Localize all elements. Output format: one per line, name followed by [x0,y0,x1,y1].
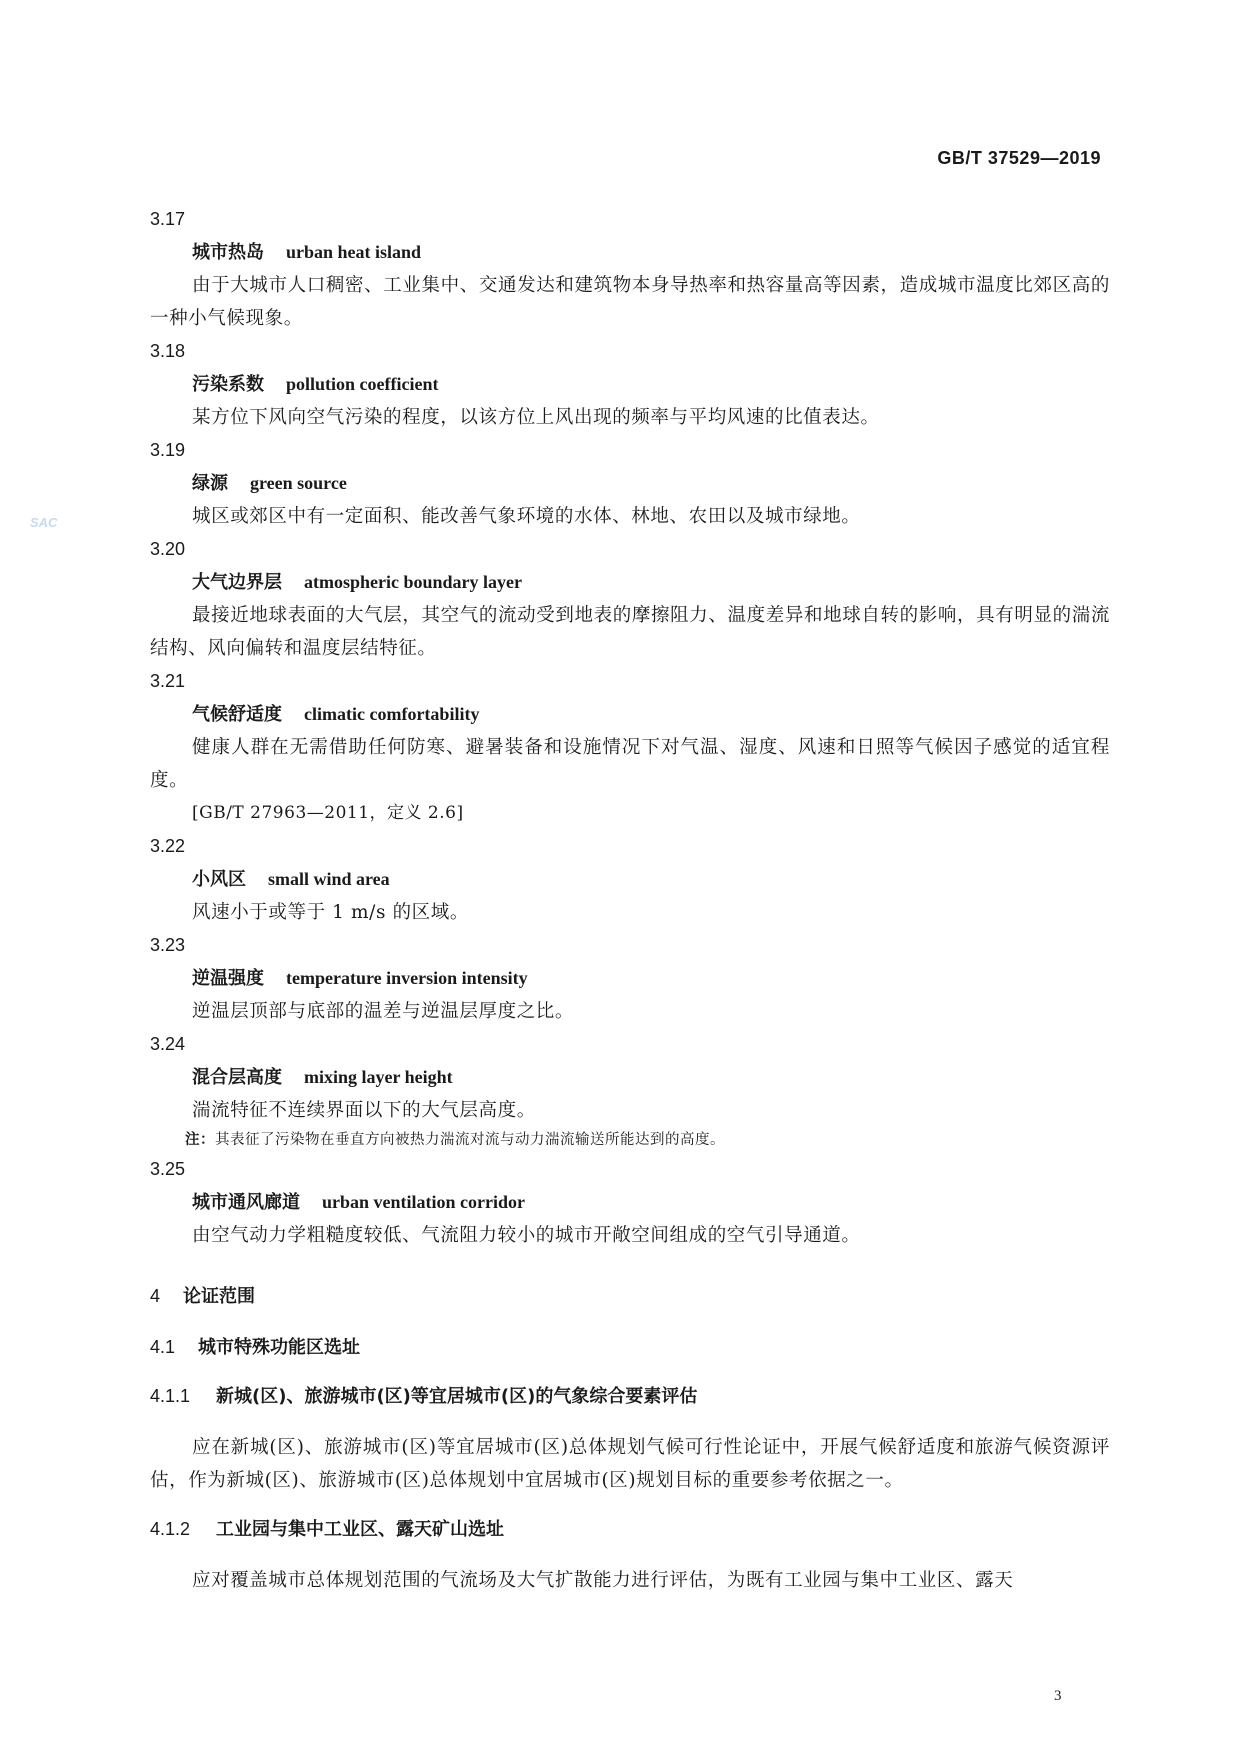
term-source: [GB/T 27963—2011，定义 2.6] [192,803,464,823]
term-number: 3.25 [150,1159,186,1179]
term-entry [150,203,1110,335]
term-entry [150,1028,1110,1153]
note-label: 注： [185,1132,215,1148]
term-title [150,467,1110,500]
subsubsection-heading [150,1380,1110,1413]
term-en: temperature inversion intensity [286,968,528,988]
standard-code: GB/T 37529—2019 [937,148,1101,168]
term-entry [150,434,1110,533]
note-text: 其表征了污染物在垂直方向被热力湍流对流与动力湍流输送所能达到的高度。 [215,1132,725,1148]
term-zh: 城市热岛 [192,242,264,263]
subsubsection-title: 工业园与集中工业区、露天矿山选址 [216,1519,504,1540]
term-zh: 小风区 [192,869,246,890]
term-definition: 逆温层顶部与底部的温差与逆温层厚度之比。 [192,1001,575,1022]
sac-watermark: SAC [30,515,58,530]
term-entry [150,665,1110,830]
subsection-heading [150,1331,1110,1364]
term-title [150,1186,1110,1219]
page-number: 3 [1054,1688,1062,1704]
body-paragraph: 应在新城(区)、旅游城市(区)等宜居城市(区)总体规划气候可行性论证中，开展气候舒适度和旅游气候资源评估，作为新城(区)、旅游城市(区)总体规划中宜居城市(区)规划目标的重要参考依据之一。 [150,1437,1110,1491]
term-definition: 湍流特征不连续界面以下的大气层高度。 [192,1100,536,1121]
term-en: small wind area [268,869,390,889]
term-title [150,962,1110,995]
term-number: 3.23 [150,935,186,955]
term-title [150,368,1110,401]
body-paragraph: 应对覆盖城市总体规划范围的气流场及大气扩散能力进行评估，为既有工业园与集中工业区、露天 [192,1570,1014,1591]
term-zh: 混合层高度 [192,1067,282,1088]
term-title [150,698,1110,731]
term-definition: 最接近地球表面的大气层，其空气的流动受到地表的摩擦阻力、温度差异和地球自转的影响，具有明显的湍流结构、风向偏转和温度层结特征。 [150,605,1110,659]
term-entry [150,1153,1110,1252]
term-entry [150,335,1110,434]
term-number: 3.20 [150,539,186,559]
section-heading [150,1280,1110,1313]
term-number: 3.19 [150,440,186,460]
term-zh: 绿源 [192,473,228,494]
term-definition: 城区或郊区中有一定面积、能改善气象环境的水体、林地、农田以及城市绿地。 [192,506,861,527]
term-definition: 由于大城市人口稠密、工业集中、交通发达和建筑物本身导热率和热容量高等因素，造成城市温度比郊区高的一种小气候现象。 [150,275,1110,329]
subsubsection-number: 4.1.2 [150,1519,191,1539]
term-zh: 大气边界层 [192,572,282,593]
term-definition: 健康人群在无需借助任何防寒、避暑装备和设施情况下对气温、湿度、风速和日照等气候因子感觉的适宜程度。 [150,737,1110,791]
section-number: 4 [150,1286,161,1306]
term-number: 3.18 [150,341,186,361]
term-en: mixing layer height [304,1067,453,1087]
term-en: climatic comfortability [304,704,480,724]
term-zh: 城市通风廊道 [192,1192,300,1213]
document-body [150,203,1110,1597]
term-title [150,236,1110,269]
term-title [150,566,1110,599]
subsubsection-title: 新城(区)、旅游城市(区)等宜居城市(区)的气象综合要素评估 [216,1386,698,1407]
subsubsection-heading [150,1513,1110,1546]
term-definition: 某方位下风向空气污染的程度，以该方位上风出现的频率与平均风速的比值表达。 [192,407,880,428]
term-zh: 污染系数 [192,374,264,395]
term-title [150,1061,1110,1094]
term-number: 3.24 [150,1034,186,1054]
term-definition: 风速小于或等于 1 m/s 的区域。 [192,902,469,923]
subsection-number: 4.1 [150,1337,176,1357]
term-en: pollution coefficient [286,374,439,394]
term-en: urban ventilation corridor [322,1192,525,1212]
term-number: 3.22 [150,836,186,856]
term-entry [150,830,1110,929]
term-note [150,1127,1110,1153]
term-title [150,863,1110,896]
term-en: atmospheric boundary layer [304,572,522,592]
subsection-title: 城市特殊功能区选址 [198,1337,360,1358]
term-zh: 逆温强度 [192,968,264,989]
term-number: 3.21 [150,671,186,691]
term-number: 3.17 [150,209,186,229]
section-title: 论证范围 [183,1286,255,1307]
subsubsection-number: 4.1.1 [150,1386,191,1406]
term-definition: 由空气动力学粗糙度较低、气流阻力较小的城市开敞空间组成的空气引导通道。 [192,1225,861,1246]
term-entry [150,533,1110,665]
term-en: green source [250,473,347,493]
term-zh: 气候舒适度 [192,704,282,725]
term-en: urban heat island [286,242,422,262]
term-entry [150,929,1110,1028]
